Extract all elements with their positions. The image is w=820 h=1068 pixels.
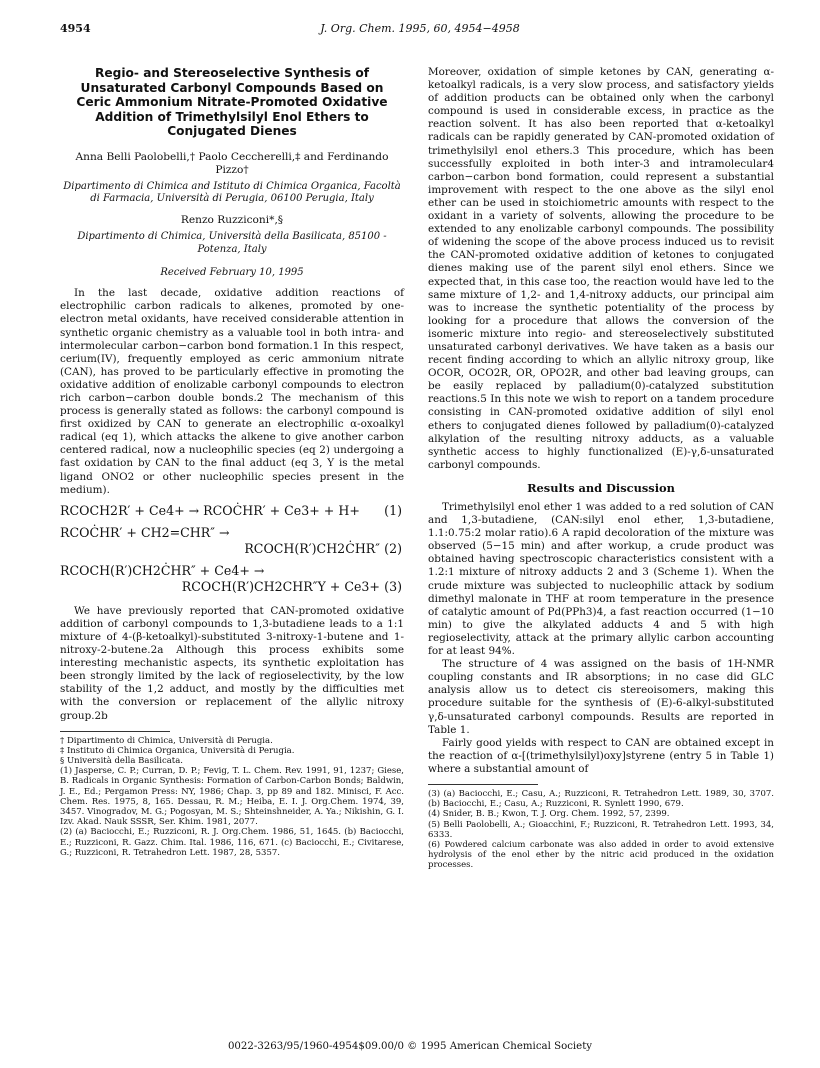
running-header (60, 22, 780, 38)
continuation-paragraph: Moreover, oxidation of simple ketones by CAN, generating α-ketoalkyl radicals, is a very slow process, and satisfactory yields of addition products can be obtained only when the carbonyl compound is used in considerable excess, in practice as the reaction solvent. It has also been reported that α-ketoalkyl radicals can be rapidly generated by CAN-promoted oxidation of trimethylsilyl enol ethers.3 This procedure, which has been successfully exploited in both inter-3 and intramolecular4 carbon−carbon bond formation, could represent a substantial improvement with respect to the one above as the silyl enol ether can be used in stoichiometric amounts with respect to the oxidant in a variety of solvents, allowing the procedure to be extended to any enolizable carbonyl compounds. The possibility of widening the scope of the above process induced us to revisit the CAN-promoted oxidative addition of ketones to conjugated dienes making use of the parent silyl enol ethers. Since we expected that, in this case too, the reaction would have led to the same mixture of 1,2- and 1,4-nitroxy adducts, our principal aim was to increase the synthetic potentiality of the process by looking for a procedure that allows the conversion of the isomeric mixture into regio- and stereoselectively substituted unsaturated carbonyl derivatives. We have taken as a basis our recent finding according to which an allylic nitroxy group, like OCOR, OCO2R, OR, OPO2R, and other bad leaving groups, can be easily replaced by palladium(0)-catalyzed substitution reactions.5 In this note we wish to report on a tandem procedure consisting in CAN-promoted oxidative addition of silyl enol ethers to conjugated dienes followed by palladium(0)-catalyzed alkylation of the resulting nitroxy adducts, as a valuable synthetic access to highly functionalized (E)-γ,δ-unsaturated carbonyl compounds. (428, 66, 774, 471)
affiliation-basilicata: Dipartimento di Chimica, Università della Basilicata, 85100 - Potenza, Italy (77, 230, 387, 255)
author-list: Anna Belli Paolobelli,† Paolo Ceccherelli,‡ and Ferdinando Pizzo† (75, 150, 389, 176)
corresponding-author: Renzo Ruzziconi*,§ (180, 213, 284, 226)
equation-3-line1: RCOCH(R′)CH2ĊHR″ + Ce4+ → (60, 562, 265, 578)
equation-2-line2: RCOCH(R′)CH2ĊHR″ (244, 540, 380, 556)
equation-1-text: RCOCH2R′ + Ce4+ → RCOĊHR′ + Ce3+ + H+ (60, 502, 360, 518)
received-date: Received February 10, 1995 (160, 267, 304, 279)
footnote-ref-3: (3) (a) Baciocchi, E.; Casu, A.; Ruzziconi, R. Tetrahedron Lett. 1989, 30, 3707. (b) Baciocchi, E.; Casu, A.; Ruzziconi, R. Synlett 1990, 679. (428, 788, 774, 810)
footnote-ref-5: (5) Belli Paolobelli, A.; Gioacchini, F.; Ruzziconi, R. Tetrahedron Lett. 1993, 34, 6333. (428, 819, 774, 840)
footnote-divider (60, 731, 170, 732)
copyright-footer: 0022-3263/95/1960-4954$09.00/0 © 1995 American Chemical Society (227, 1041, 593, 1052)
footnote-ref-1: (1) Jasperse, C. P.; Curran, D. P.; Fevig, T. L. Chem. Rev. 1991, 91, 1237; Giese, B. Radicals in Organic Synthesis: Formation of Carbon-Carbon Bonds; Baldwin, J. E., Ed.; Pergamon Press: NY, 1986; Chap. 3, pp 89 and 182. Minisci, F. Acc. Chem. Res. 1975, 8, 165. Dessau, R. M.; Heiba, E. I. J. Org.Chem. 1974, 39, 3457. Vinogradov, M. G.; Pogosyan, M. S.; Shteinshneider, A. Ya.; Nikishin, G. I. Izv. Akad. Nauk SSSR, Ser. Khim. 1981, 2077. (60, 766, 404, 828)
section-heading: Results and Discussion (527, 480, 675, 495)
journal-citation: J. Org. Chem. 1995, 60, 4954−4958 (320, 22, 520, 35)
equation-3-line2: RCOCH(R′)CH2CHR″Y + Ce3+ (181, 578, 380, 594)
equation-3-number: (3) (384, 578, 402, 594)
results-paragraph-3: Fairly good yields with respect to CAN are obtained except in the reaction of α-[(trimethylsilyl)oxy]styrene (entry 5 in Table 1) where a substantial amount of (428, 736, 774, 775)
right-footnotes (428, 789, 774, 871)
equation-2 (60, 525, 404, 557)
left-column (60, 66, 404, 858)
footnote-double-dagger: ‡ Instituto di Chimica Organica, Università di Perugia. (60, 745, 295, 756)
previous-work-paragraph: We have previously reported that CAN-promoted oxidative addition of carbonyl compounds to 1,3-butadiene leads to a 1:1 mixture of 4-(β-ketoalkyl)-substituted 3-nitroxy-1-butene and 1-nitroxy-2-butene.2a Although this process exhibits some interesting mechanistic aspects, its synthetic exploitation has been strongly limited by the lack of regioselectivity, by the low stability of the 1,2 adduct, and mostly by the difficulties met with the conversion or replacement of the allylic nitroxy group.2b (60, 604, 404, 722)
article-title: Regio- and Stereoselective Synthesis of Unsaturated Carbonyl Compounds Based on Ceric Ammonium Nitrate-Promoted Oxidative Addition of Trimethylsilyl Enol Ethers to Conjugated Dienes (76, 66, 388, 138)
affiliation-perugia: Dipartimento di Chimica and Istituto di Chimica Organica, Facoltà di Farmacia, Università di Perugia, 06100 Perugia, Italy (63, 180, 401, 205)
page-number: 4954 (60, 22, 91, 35)
left-footnotes (60, 736, 404, 858)
footnote-dagger: † Dipartimento di Chimica, Università di Perugia. (60, 735, 273, 746)
results-paragraph-2: The structure of 4 was assigned on the basis of 1H-NMR coupling constants and IR absorptions; in no case did GLC analysis allow us to detect cis stereoisomers, making this procedure suitable for the synthesis of (E)-6-alkyl-substituted γ,δ-unsaturated carbonyl compounds. Results are reported in Table 1. (428, 658, 774, 736)
footnote-section: § Università della Basilicata. (60, 756, 183, 766)
footnote-ref-4: (4) Snider, B. B.; Kwon, T. J. Org. Chem. 1992, 57, 2399. (428, 809, 670, 820)
equation-3 (60, 563, 404, 595)
equation-1 (60, 503, 404, 519)
right-column (428, 66, 774, 871)
footnote-ref-2: (2) (a) Baciocchi, E.; Ruzziconi, R. J. Org.Chem. 1986, 51, 1645. (b) Baciocchi, E.; Ruzziconi, R. Gazz. Chim. Ital. 1986, 116, 671. (c) Baciocchi, E.; Civitarese, G.; Ruzziconi, R. Tetrahedron Lett. 1987, 28, 5357. (60, 827, 404, 858)
footnote-ref-6: (6) Powdered calcium carbonate was also added in order to avoid extensive hydrolysis of the enol ether by the nitric acid produced in the oxidation processes. (428, 839, 774, 871)
equation-2-number: (2) (384, 540, 402, 556)
footnote-divider (428, 784, 538, 785)
equation-1-number: (1) (384, 502, 402, 518)
intro-paragraph: In the last decade, oxidative addition reactions of electrophilic carbon radicals to alkenes, promoted by one-electron metal oxidants, have received considerable attention in synthetic organic chemistry as a valuable tool in both intra- and intermolecular carbon−carbon bond formation.1 In this respect, cerium(IV), frequently employed as ceric ammonium nitrate (CAN), has proved to be particularly effective in promoting the oxidative addition of enolizable carbonyl compounds to electron rich carbon−carbon double bonds.2 The mechanism of this process is generally stated as follows: the carbonyl compound is first oxidized by CAN to generate an electrophilic α-oxoalkyl radical (eq 1), which attacks the alkene to give another carbon centered radical, now a nucleophilic species (eq 2) undergoing a fast oxidation by CAN to the final adduct (eq 3, Y is the metal ligand ONO2 or other nucleophilic species present in the medium). (60, 287, 404, 496)
results-paragraph-1: Trimethylsilyl enol ether 1 was added to a red solution of CAN and 1,3-butadiene, (CAN:silyl enol ether, 1,3-butadiene, 1.1:0.75:2 molar ratio).6 A rapid decoloration of the mixture was observed (5−15 min) and after workup, a crude product was obtained having spectroscopic characteristics consistent with a 1.2:1 mixture of nitroxy adducts 2 and 3 (Scheme 1). When the crude mixture was subjected to nucleophilic attack by sodium dimethyl malonate in THF at room temperature in the presence of catalytic amount of Pd(PPh3)4, a fast reaction occurred (1−10 min) to give the alkylated adducts 4 and 5 with high regioselectivity, attack at the primary allylic carbon accounting for at least 94%. (428, 501, 774, 658)
equation-2-line1: RCOĊHR′ + CH2=CHR″ → (60, 524, 230, 540)
